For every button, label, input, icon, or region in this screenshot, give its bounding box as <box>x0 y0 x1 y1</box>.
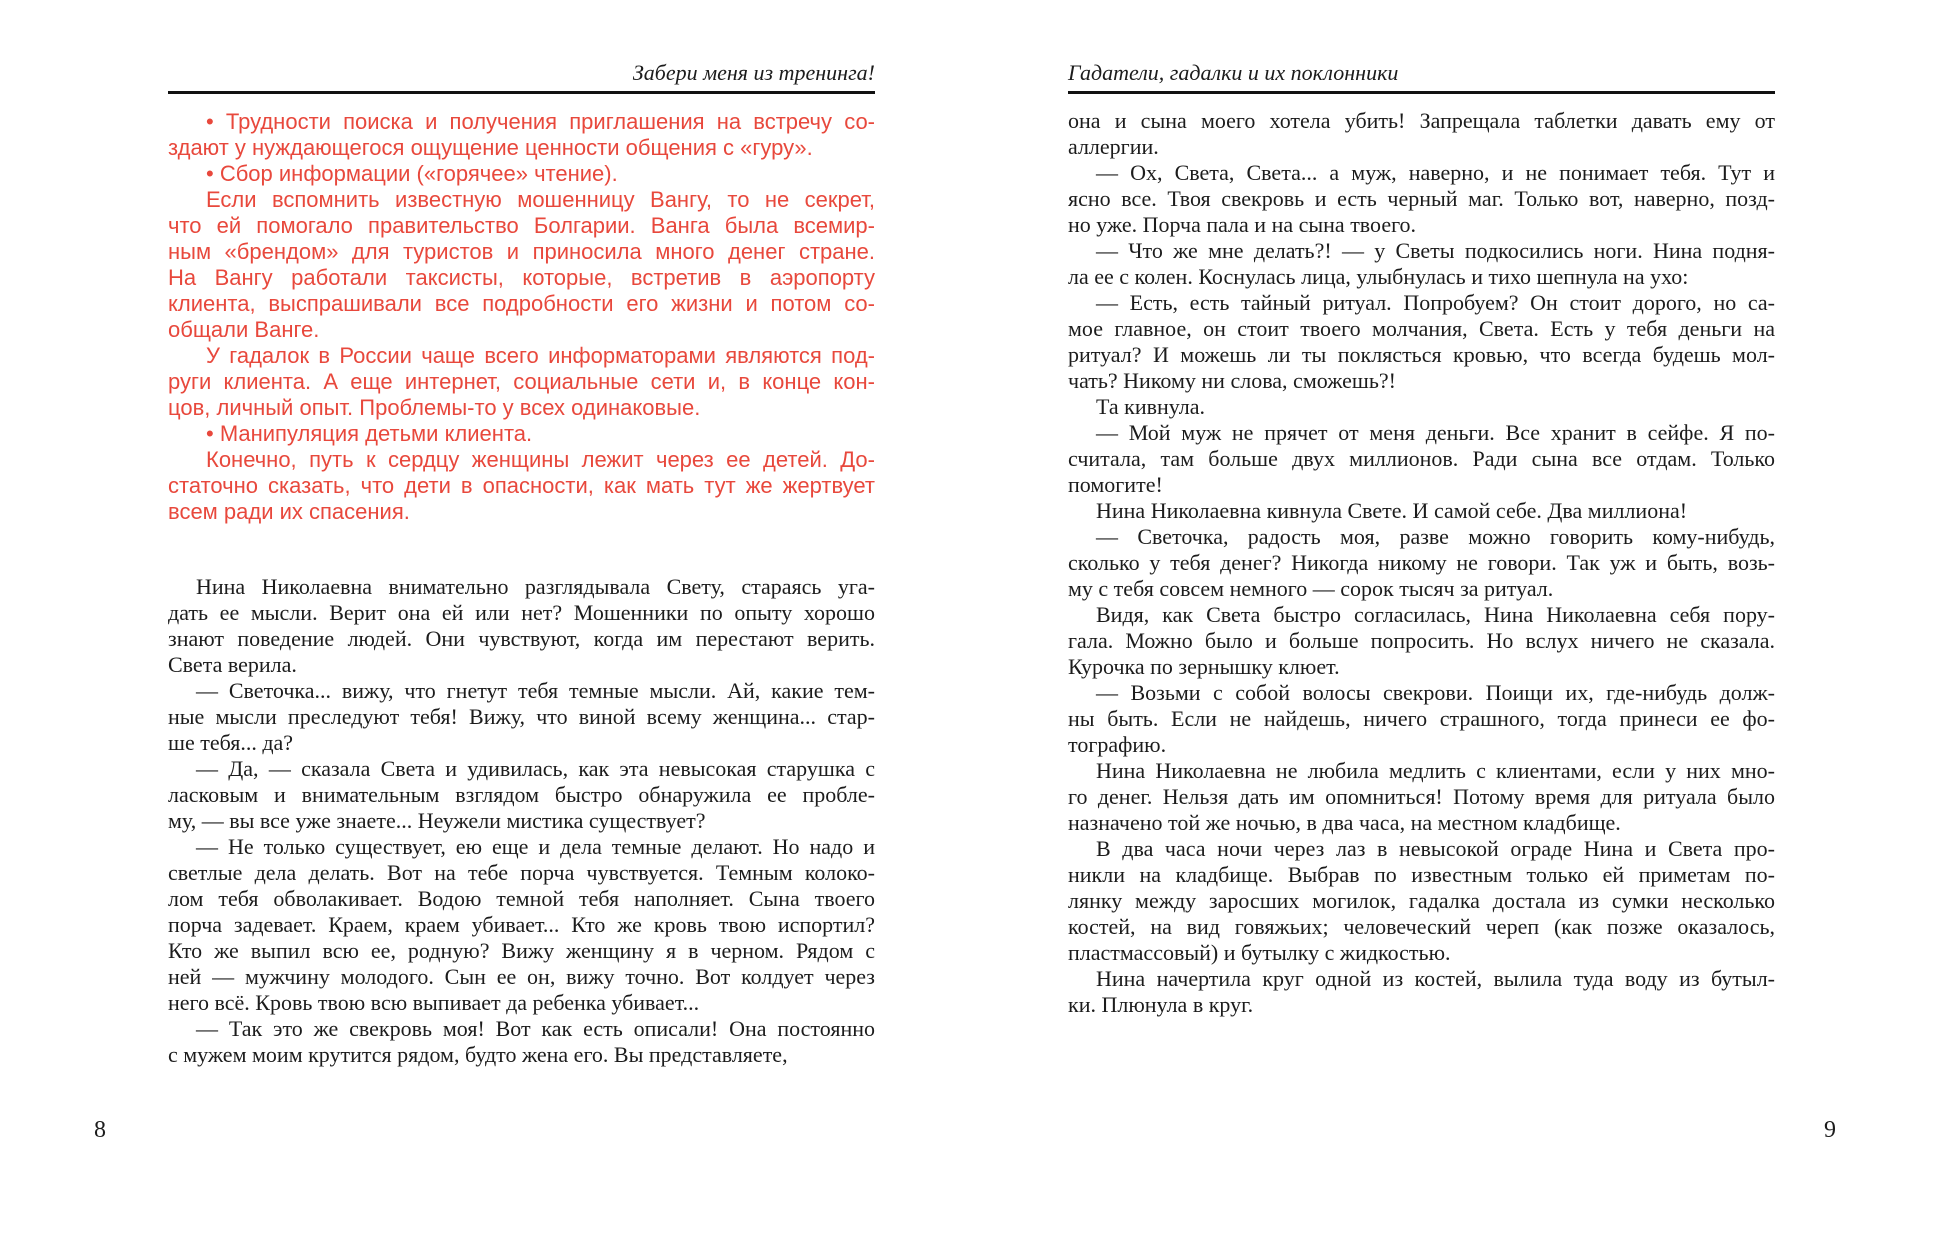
paragraph <box>168 343 875 421</box>
text-line: — Ох, Света, Света... а муж, наверно, и не понимает тебя. Тут и <box>1096 160 1775 185</box>
text-line: Нина Николаевна кивнула Свете. И самой себе. Два миллиона! <box>1096 498 1688 523</box>
paragraph <box>1068 758 1775 836</box>
text-line: мое главное, он стоит твоего молчания, Света. Есть у тебя деньги на <box>1068 316 1775 341</box>
paragraph <box>1068 290 1775 394</box>
paragraph <box>168 678 875 756</box>
text-line: что ей помогало правительство Болгарии. Ванга была всемир- <box>168 213 875 238</box>
text-line: • Трудности поиска и получения приглашения на встречу со- <box>206 109 875 134</box>
paragraph <box>168 1016 875 1068</box>
running-title-right: Гадатели, гадалки и их поклонники <box>1068 60 1399 85</box>
text-line: считала, там больше двух миллионов. Ради сына все отдам. Только <box>1068 446 1775 471</box>
text-line: ки. Плюнула в круг. <box>1068 992 1254 1017</box>
text-line: него всё. Кровь твою всю выпивает да ребенка убивает... <box>168 990 700 1015</box>
paragraph <box>168 187 875 343</box>
text-line: — Что же мне делать?! — у Светы подкосились ноги. Нина подня- <box>1096 238 1775 263</box>
text-line: она и сына моего хотела убить! Запрещала таблетки давать ему от <box>1068 108 1775 133</box>
paragraph <box>168 421 875 447</box>
text-line: Курочка по зернышку клюет. <box>1068 654 1340 679</box>
text-line: лянку между заросших могилок, гадалка достала из сумки несколько <box>1068 888 1775 913</box>
text-line: статочно сказать, что дети в опасности, как мать тут же жертвует <box>168 473 875 498</box>
header-rule-right <box>1068 91 1775 94</box>
page-number-left: 8 <box>94 1117 106 1143</box>
text-line: Нина Николаевна внимательно разглядывала Свету, стараясь уга- <box>196 574 875 599</box>
text-line: — Так это же свекровь моя! Вот как есть описали! Она постоянно <box>196 1016 875 1041</box>
paragraph <box>1068 836 1775 966</box>
body-text-left <box>168 574 875 1068</box>
text-line: — Да, — сказала Света и удивилась, как эта невысокая старушка с <box>196 756 875 781</box>
text-line: знают поведение людей. Они чувствуют, когда им перестают верить. <box>168 626 875 651</box>
text-line: Нина Николаевна не любила медлить с клиентами, если у них мно- <box>1096 758 1775 783</box>
text-line: с мужем моим крутится рядом, будто жена его. Вы представляете, <box>168 1042 788 1067</box>
paragraph <box>1068 160 1775 238</box>
paragraph <box>1068 966 1775 1018</box>
text-line: • Манипуляция детьми клиента. <box>206 421 533 446</box>
text-line: ритуал? И можешь ли ты поклясться кровью, что всегда будешь мол- <box>1068 342 1775 367</box>
text-line: гала. Можно было и больше попросить. Но вслух ничего не сказала. <box>1068 628 1775 653</box>
paragraph <box>1068 420 1775 498</box>
text-line: аллергии. <box>1068 134 1159 159</box>
paragraph <box>1068 602 1775 680</box>
text-line: порча задевает. Краем, краем убивает... Кто же кровь твою испортил? <box>168 912 875 937</box>
text-line: но уже. Порча пала и на сына твоего. <box>1068 212 1417 237</box>
text-line: светлые дела делать. Вот на тебе порча чувствуется. Темным колоко- <box>168 860 875 885</box>
text-line: ласковым и внимательным взглядом быстро обнаружила ее пробле- <box>168 782 875 807</box>
text-line: Нина начертила круг одной из костей, вылила туда воду из бутыл- <box>1096 966 1775 991</box>
paragraph <box>1068 238 1775 290</box>
header-rule-left <box>168 91 875 94</box>
paragraph <box>168 109 875 161</box>
text-line: Кто же выпил всю ее, родную? Вижу женщину я в черном. Рядом с <box>168 938 875 963</box>
page-right <box>1068 60 1775 1018</box>
text-line: всем ради их спасения. <box>168 499 410 524</box>
text-line: — Светочка, радость моя, разве можно говорить кому-нибудь, <box>1096 524 1775 549</box>
text-line: му, — вы все уже знаете... Неужели мистика существует? <box>168 808 706 833</box>
text-line: В два часа ночи через лаз в невысокой ограде Нина и Света про- <box>1096 836 1775 861</box>
text-line: тографию. <box>1068 732 1167 757</box>
text-line: ны быть. Если не найдешь, ничего страшного, тогда принеси ее фо- <box>1068 706 1775 731</box>
text-line: — Не только существует, ею еще и дела темные делают. Но надо и <box>196 834 875 859</box>
text-line: помогите! <box>1068 472 1163 497</box>
paragraph <box>168 161 875 187</box>
paragraph <box>1068 394 1775 420</box>
text-line: Если вспомнить известную мошенницу Вангу, то не секрет, <box>206 187 875 212</box>
text-line: — Светочка... вижу, что гнетут тебя темные мысли. Ай, какие тем- <box>196 678 875 703</box>
text-line: руги клиента. А еще интернет, социальные сети и, в конце кон- <box>168 369 875 394</box>
running-title-left: Забери меня из тренинга! <box>632 60 875 85</box>
paragraph <box>1068 680 1775 758</box>
text-line: ла ее с колен. Коснулась лица, улыбнулась и тихо шепнула на ухо: <box>1068 264 1689 289</box>
text-line: У гадалок в России чаще всего информаторами являются под- <box>206 343 875 368</box>
body-text-right <box>1068 108 1775 1018</box>
text-line: му с тебя совсем немного — сорок тысяч за ритуал. <box>1068 576 1554 601</box>
page-left <box>168 60 875 1068</box>
paragraph <box>1068 108 1775 160</box>
text-line: Та кивнула. <box>1096 394 1206 419</box>
text-line: сколько у тебя денег? Никогда никому не говори. Так уж и быть, возь- <box>1068 550 1775 575</box>
text-line: го денег. Нельзя дать им опомниться! Потому время для ритуала было <box>1068 784 1775 809</box>
text-line: пластмассовый) и бутылку с жидкостью. <box>1068 940 1451 965</box>
text-line: — Мой муж не прячет от меня деньги. Все хранит в сейфе. Я по- <box>1096 420 1775 445</box>
highlighted-list-block <box>168 109 875 525</box>
page-number-right: 9 <box>1824 1117 1836 1143</box>
paragraph <box>1068 498 1775 524</box>
text-line: На Вангу работали таксисты, которые, встретив в аэропорту <box>168 265 875 290</box>
text-line: лом тебя обволакивает. Водою темной тебя наполняет. Сына твоего <box>168 886 875 911</box>
text-line: — Возьми с собой волосы свекрови. Поищи их, где-нибудь долж- <box>1096 680 1775 705</box>
text-line: ней — мужчину молодого. Сын ее он, вижу точно. Вот колдует через <box>168 964 875 989</box>
paragraph <box>1068 524 1775 602</box>
text-line: • Сбор информации («горячее» чтение). <box>206 161 618 186</box>
text-line: Видя, как Света быстро согласилась, Нина Николаевна себя пору- <box>1096 602 1775 627</box>
text-line: назначено той же ночью, в два часа, на местном кладбище. <box>1068 810 1621 835</box>
text-line: Света верила. <box>168 652 297 677</box>
text-line: никли на кладбище. Выбрав по известным только ей приметам по- <box>1068 862 1775 887</box>
text-line: ные мысли преследуют тебя! Вижу, что виной всему женщина... стар- <box>168 704 875 729</box>
text-line: чать? Никому ни слова, сможешь?! <box>1068 368 1396 393</box>
text-line: ным «брендом» для туристов и приносила много денег стране. <box>168 239 875 264</box>
text-line: общали Ванге. <box>168 317 320 342</box>
text-line: — Есть, есть тайный ритуал. Попробуем? Он стоит дорого, но са- <box>1096 290 1775 315</box>
text-line: здают у нуждающегося ощущение ценности общения с «гуру». <box>168 135 813 160</box>
text-line: цов, личный опыт. Проблемы-то у всех одинаковые. <box>168 395 701 420</box>
paragraph <box>168 574 875 678</box>
text-line: дать ее мысли. Верит она ей или нет? Мошенники по опыту хорошо <box>168 600 875 625</box>
paragraph <box>168 447 875 525</box>
text-line: клиента, выспрашивали все подробности его жизни и потом со- <box>168 291 875 316</box>
text-line: костей, на вид говяжьих; человеческий череп (как позже оказалось, <box>1068 914 1775 939</box>
paragraph <box>168 834 875 1016</box>
text-line: ше тебя... да? <box>168 730 294 755</box>
text-line: Конечно, путь к сердцу женщины лежит через ее детей. До- <box>206 447 875 472</box>
text-line: ясно все. Твоя свекровь и есть черный маг. Только вот, наверно, позд- <box>1068 186 1775 211</box>
paragraph <box>168 756 875 834</box>
